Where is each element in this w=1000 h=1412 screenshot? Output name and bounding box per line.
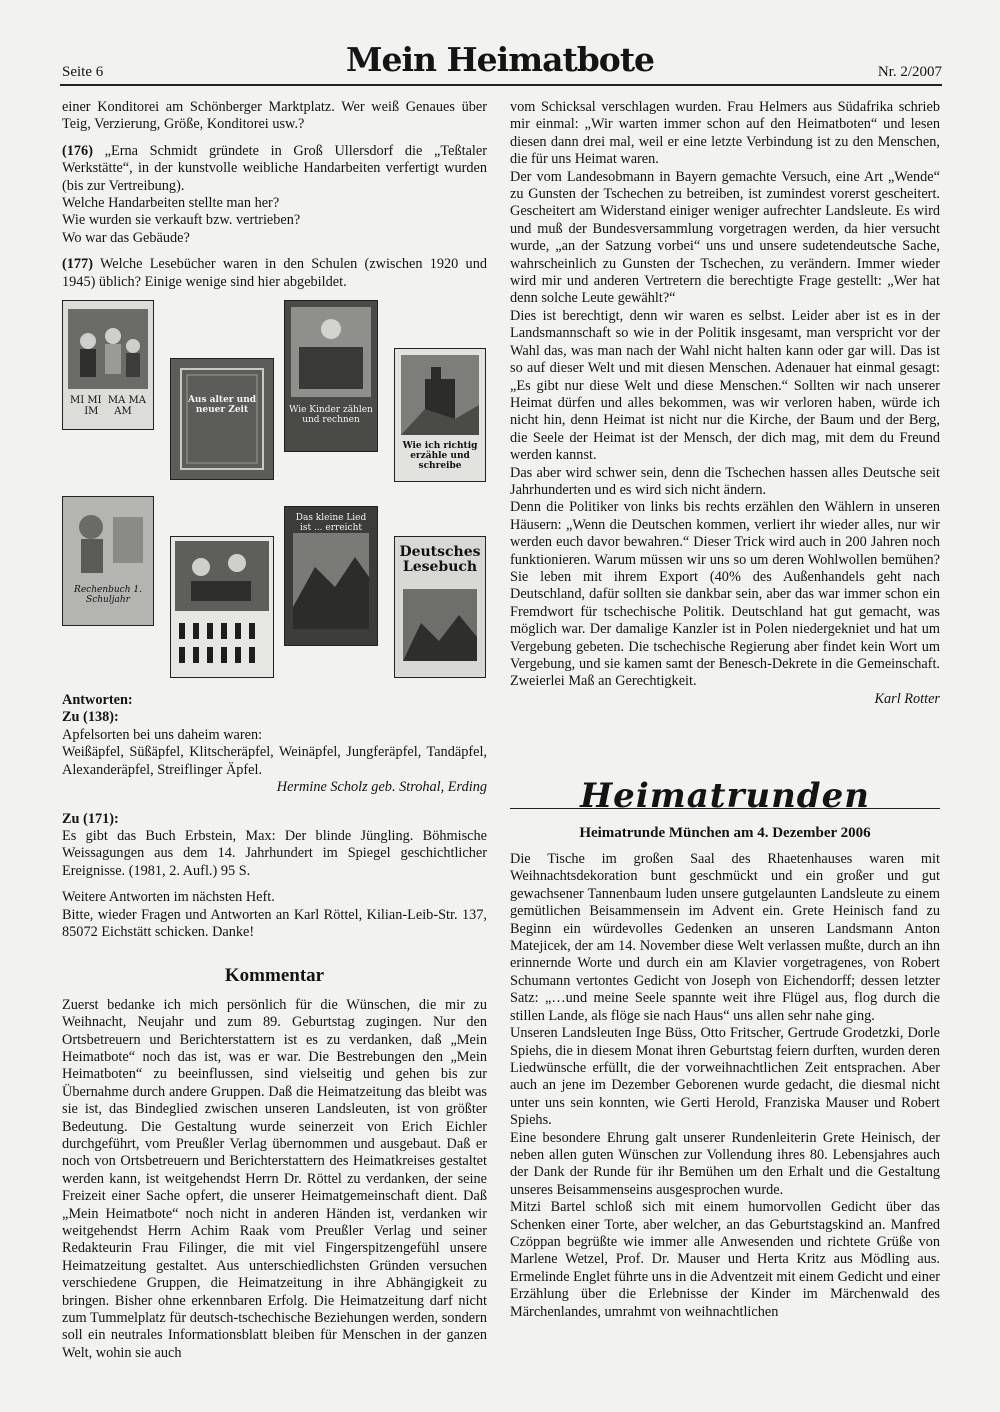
book-cover-rechenbuch xyxy=(62,496,154,626)
issue-number: Nr. 2/2007 xyxy=(877,64,942,80)
answer-label: Zu (171): xyxy=(62,810,119,827)
answer-label: Zu (138): xyxy=(62,709,119,726)
book-title: Aus alter und neuer Zeit xyxy=(187,395,257,416)
book-cover-fibel xyxy=(62,300,154,430)
paragraph: Mitzi Bartel schloß sich mit einem humorvollen Gedicht über das Schenken einer Torte, aber welcher, an das Geburtstagskind an. Manfred Czöppan begrüßte wie immer alle Anwesenden und richtete Grüße von Marlene Wetzel, Prof. Dr. Mauser und Herta Kritz aus Mödling aus. Ermelinde Englet führte uns in die Adventzeit mit einem Gedicht und einer Erzählung über die Erlebnisse der Kinder im Märchenwald des Märchenlandes, umrahmt von weihnachtlichen xyxy=(510,1199,940,1320)
book-cover-lied xyxy=(284,506,378,646)
notice-text: Weitere Antworten im nächsten Heft. xyxy=(62,889,275,906)
paragraph: Eine besondere Ehrung galt unserer Rundenleiterin Grete Heinisch, der neben allen guten Wünschen zur Vollendung ihres 80. Lebensjahres auch der Dank der Runde für ihr Bemühen um den Erhalt und die Gestaltung unseres Beisammenseins ausgesprochen wurde. xyxy=(510,1129,940,1198)
paragraph: einer Konditorei am Schönberger Marktplatz. Wer weiß Genaues über Teig, Verzierung, Größe, Konditorei usw.? xyxy=(62,99,487,133)
kommentar-text: Zuerst bedanke ich mich persönlich für die Wünschen, die mir zu Weihnacht, Neujahr und zum 89. Geburtstag zugingen. Nur den Ortsbetreuern und Berichterstattern ist es zu verdanken, daß „Mein Heimatbote“ noch das ist, was er war. Die Bestrebungen den „Mein Heimatboten“ zu beeinflussen, sind vielseitig und gehen bis zur Übernahme durch andere Gruppen. Daß die Heimatzeitung das bleibt was sie ist, das Bindeglied zwischen unseren Landsleuten, ist von größter Bedeutung. Die Gestaltung wurde seinerzeit von Erich Eichler durchgeführt, vom Preußler Verlag übernommen und ausgebaut. Daß er noch von Ortsbetreuern und Berichterstattern des Heimatkreises gestaltet werden kann, ist weitgehendst Herrn Dr. Röttel zu verdanken, der seine Freizeit einer Sache opfert, die unserer Heimatgemeinschaft dient. Daß „Mein Heimatbote“ noch nicht in anderen Händen ist, verdanken wir weitgehendst Herrn Achim Raak vom Preußler Verlag und seiner Redakteurin Frau Filinger, die mit viel Fingerspitzengefühl unsere Heimatzeitung gestaltet. Aus unterschiedlichsten Gründen versuchen verschiedene Gruppen, die Heimatzeitung in ihre Abhängigkeit zu bringen. Bisher ohne erkennbaren Erfolg. Die Heimatzeitung darf nicht zum Tummelplatz für deutsch-tschechische Beziehungen werden, sondern soll ein neutrales Informationsblatt bleiben für Menschen in der ganzen Welt, wohin sie auch xyxy=(62,996,487,1361)
paragraph: Das aber wird schwer sein, denn die Tschechen hassen alles Deutsche seit Jahrhunderten und es wird sich nicht ändern. xyxy=(510,464,940,498)
schoolbook-illustrations xyxy=(62,300,487,680)
event-title: Heimatrunde München am 4. Dezember 2006 xyxy=(579,824,871,841)
paragraph: Denn die Politiker von links bis rechts erzählen den Wählern in unseren Häusern: „Wenn die Deutschen kommen, verliert ihr wieder alles, nur wir werden euch davor bewahren.“ Dieser Trick wird auch in 200 Jahren noch funktionieren. Warum müssen wir uns so um deren Wohlwollen bemühen? Sie leben mit ihrem Export (40% des Außenhandels geht nach Deutschland, dafür sollten sie dankbar sein, aber das war immer schon ein Fremdwort für tschechische Politik. Deutschland hat gut gemacht, was möglich war. Der damalige Kanzler ist in Polen niedergekniet und hat um Vergebung gebeten. Die tschechische Regierung aber findet kein Wort um Vergebung, und sie kamen samt der Benesch-Dekrete in die Gemeinschaft. Zweierlei Maß an Gerechtigkeit. xyxy=(510,499,940,690)
workshop-soldiers-icon xyxy=(171,537,273,677)
classroom-illustration-icon xyxy=(285,301,377,451)
header-rule xyxy=(60,84,942,86)
paragraph: Unseren Landsleuten Inge Büss, Otto Fritscher, Gertrude Grodetzki, Dorle Spiehs, die in diesem Monat ihren Geburtstag feiern durften, wurden deren Liedwünsche erfüllt, die der vorweihnachtlichen Zeit entsprachen. Aber auch an jene im Dezember Geborenen wurde gedacht, die diesmal nicht unter uns sein konnten, wie Gerti Herold, Franziska Mauser und Robert Spiehs. xyxy=(510,1025,940,1129)
ornament-icon xyxy=(171,359,273,479)
paragraph: Dies ist berechtigt, denn wir waren es selbst. Leider aber ist es in der Landsmannschaft so wie in der Politik insgesamt, man verspricht vor der Wahl das, was man nach der Wahl nicht halten kann oder gar will. Das ist so auf dieser Welt und mit diesen Menschen. Adenauer hat einmal gesagt: „Es gibt nur diese Welt und diese Menschen.“ Sollten wir nach unserer Heimat dürfen und alles bekommen, was wir verloren haben, würde ich nicht hin, denn Heimat ist nicht nur die Kirche, der Baum und der Berg, die Seele der Heimat ist der Mensch, der dich mag, mit dem du Freund werden kannst. xyxy=(510,307,940,464)
book-title: Rechenbuch 1. Schuljahr xyxy=(74,585,142,606)
paragraph: Der vom Landesobmann in Bayern gemachte Versuch, eine Art „Wende“ zu Gunsten der Tschechen zu betreiben, ist zumindest vorerst gescheitert. Gescheitert am Widerstand einiger weniger aufrechter Landsleute. Es wird und muß der Bundesversammlung vorgetragen werden, da hier versucht wurde, „an der Satzung vorbei“ uns und unsere sudetendeutsche Sache, wahrscheinlich zu Gunsten der Tschechen, zu verändern. Immer wieder wird mir und anderen Vertretern die berechtigte Frage gestellt: „Wer hat denn solche Leute gewählt?“ xyxy=(510,168,940,307)
answer-text: Weißäpfel, Süßäpfel, Klitscheräpfel, Weinäpfel, Jungferäpfel, Tandäpfel, Alexanderäpfel, Streiflinger Äpfel. xyxy=(62,744,487,778)
book-cover-werkstatt xyxy=(170,536,274,678)
masthead-logo: Mein Heimatbote xyxy=(345,40,655,79)
question-text: „Erna Schmidt gründete in Groß Ullersdorf die „Teßtaler Werkstätte“, in der kunstvolle weibliche Handarbeiten verfertigt wurden (bis zur Vertreibung). xyxy=(62,142,487,194)
question-177 xyxy=(62,256,487,291)
child-drawing-icon xyxy=(63,497,153,625)
answer-text: Es gibt das Buch Erbstein, Max: Der blinde Jüngling. Böhmische Weissagungen aus dem 14. Jahrhundert im Spiegel geschichtlicher Ereignisse. (1981, 2. Aufl.) 95 S. xyxy=(62,827,487,879)
answers-heading: Antworten: xyxy=(62,692,133,709)
question-line: Wie wurden sie verkauft bzw. vertrieben? xyxy=(62,212,301,229)
paragraph: Die Tische im großen Saal des Rhaetenhauses waren mit Weihnachtsdekoration bunt geschmückt und ein großer und gut gewachsener Tannenbaum luden unsere gutgelaunten Landsleute zu einem gemütlichen Beisammensein im Advent ein. Grete Heinisch fand zu Beginn ein würdevolles Gedenken an unseren Landsmann Anton Matejicek, der am 14. November diese Welt verlassen mußte, durch an ihn erinnernde Worte und durch ein am Klavier vorgetragenes, von Robert Schumann vertontes Gedicht von Joseph von Eichendorff; dessen letzter Satz: „…und meine Seele spannte weit ihre Flügel aus, flog durch die stillen Lande, als flöge sie nach Haus“ uns allen sehr nahe ging. xyxy=(510,851,940,1024)
book-title: Wie ich richtig erzähle und schreibe xyxy=(402,441,478,472)
question-line: Welche Handarbeiten stellte man her? xyxy=(62,195,280,212)
answer-signature: Hermine Scholz geb. Strohal, Erding xyxy=(276,779,487,796)
answer-text: Apfelsorten bei uns daheim waren: xyxy=(62,726,263,743)
right-column xyxy=(510,99,940,1321)
question-line: Wo war das Gebäude? xyxy=(62,229,190,246)
book-title: MI MI MA MA IM AM xyxy=(69,395,146,418)
heimatrunden-heading: Heimatrunden xyxy=(510,788,940,808)
question-text: Welche Lesebücher waren in den Schulen (zwischen 1920 und 1945) üblich? Einige wenige sind hier abgebildet. xyxy=(62,256,487,290)
book-title: Wie Kinder zählen und rechnen xyxy=(289,405,373,426)
kommentar-heading: Kommentar xyxy=(224,965,325,987)
book-cover-rechnen xyxy=(284,300,378,452)
book-cover-aus-alter xyxy=(170,358,274,480)
book-title: Das kleine Lied ist ... erreicht xyxy=(295,513,367,534)
question-176 xyxy=(62,143,487,195)
author-signature: Karl Rotter xyxy=(874,690,940,707)
book-title: Deutsches Lesebuch xyxy=(399,544,481,576)
notice-text: Bitte, wieder Fragen und Antworten an Karl Röttel, Kilian-Leib-Str. 137, 85072 Eichstätt schicken. Danke! xyxy=(62,906,487,940)
question-number: (176) xyxy=(62,142,93,159)
left-column xyxy=(62,99,487,1371)
book-cover-lesebuch xyxy=(394,536,486,678)
kommentar-continued: vom Schicksal verschlagen wurden. Frau Helmers aus Südafrika schrieb mir einmal: „Wir warten immer schon auf den Heimatboten“ und lesen diesen dann drei mal, weil er eine letzte Verbindung ist zu den Menschen, die für uns Heimat waren. xyxy=(510,99,940,168)
question-number: (177) xyxy=(62,256,93,273)
book-cover-erzaehle xyxy=(394,348,486,482)
page-number: Seite 6 xyxy=(62,64,104,80)
